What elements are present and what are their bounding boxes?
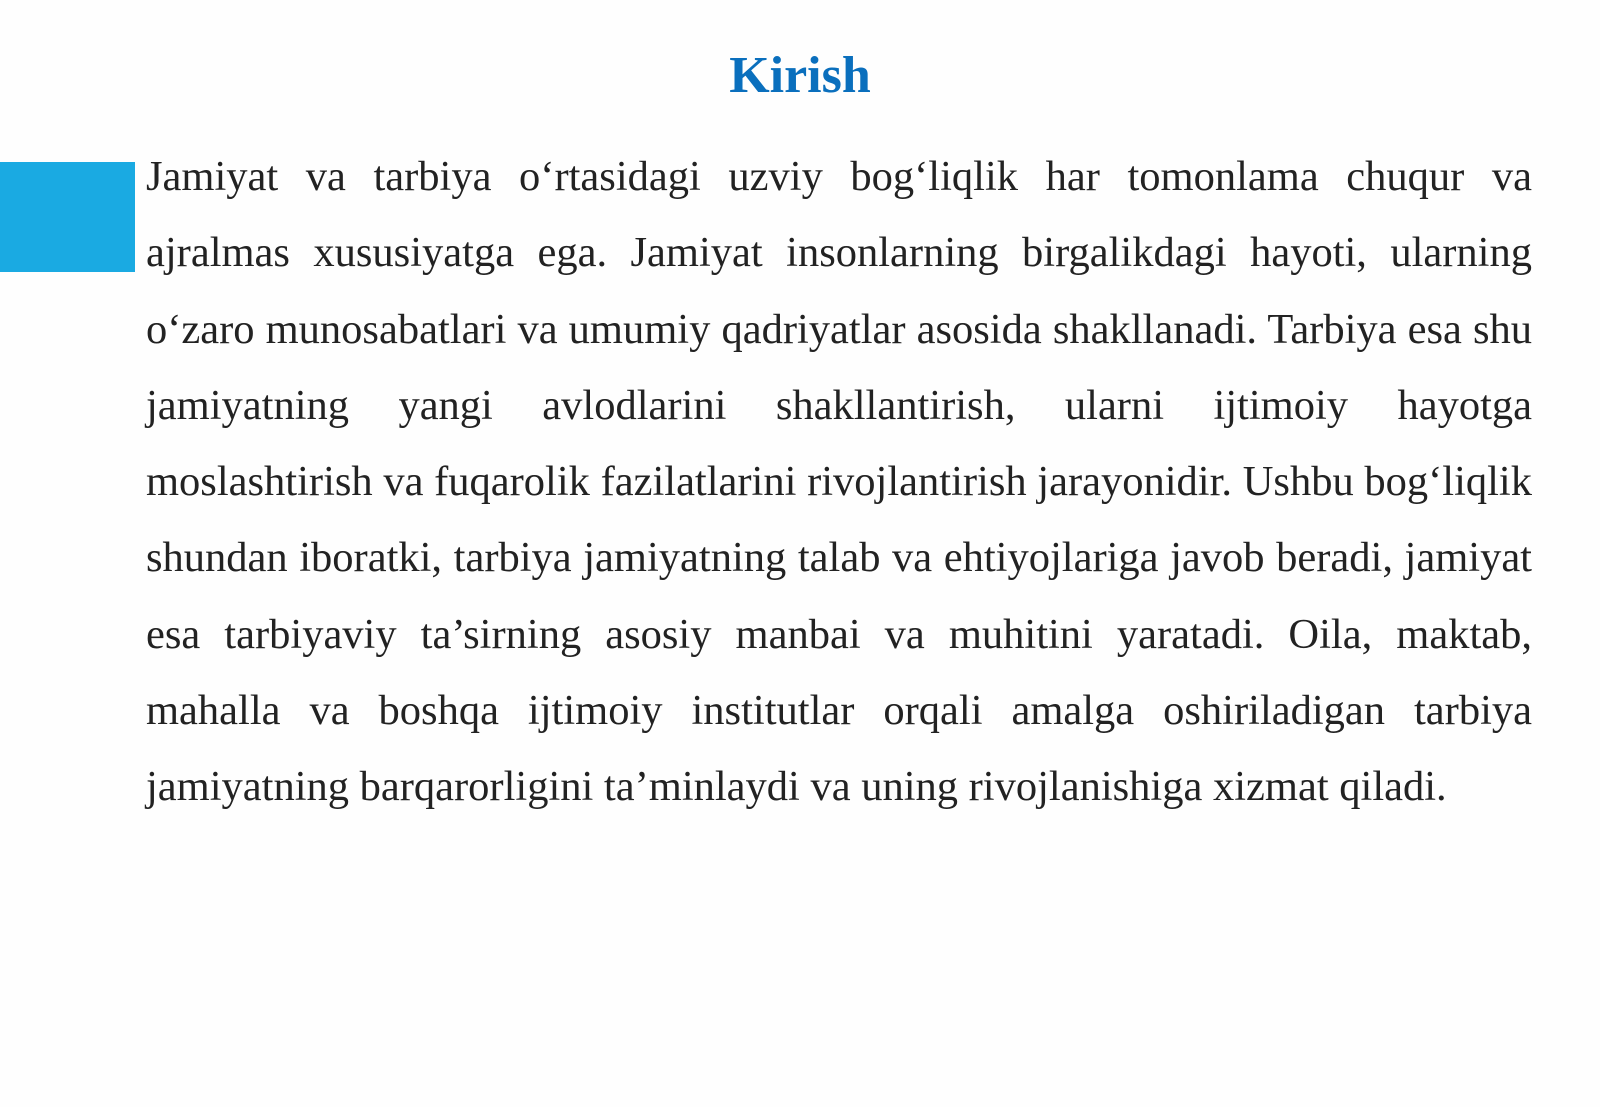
accent-block [0,162,135,272]
slide-title: Kirish [729,47,871,104]
body-paragraph: Jamiyat va tarbiya o‘rtasidagi uzviy bog‘liqlik har tomonlama chuqur va ajralmas xususiyatga ega. Jamiyat insonlarning birgalikdagi hayoti, ularning o‘zaro munosabatlari va umumiy qadriyatlar asosida shakllanadi. Tarbiya esa shu jamiyatning yangi avlodlarini shakllantirish, ularni ijtimoiy hayotga moslashtirish va fuqarolik fazilatlarini rivojlantirish jarayonidir. Ushbu bog‘liqlik shundan iboratki, tarbiya jamiyatning talab va ehtiyojlariga javob beradi, jamiyat esa tarbiyaviy ta’sirning asosiy manbai va muhitini yaratadi. Oila, maktab, mahalla va boshqa ijtimoiy institutlar orqali amalga oshiriladigan tarbiya jamiyatning barqarorligini ta’minlaydi va uning rivojlanishiga xizmat qiladi. [146,153,1532,811]
